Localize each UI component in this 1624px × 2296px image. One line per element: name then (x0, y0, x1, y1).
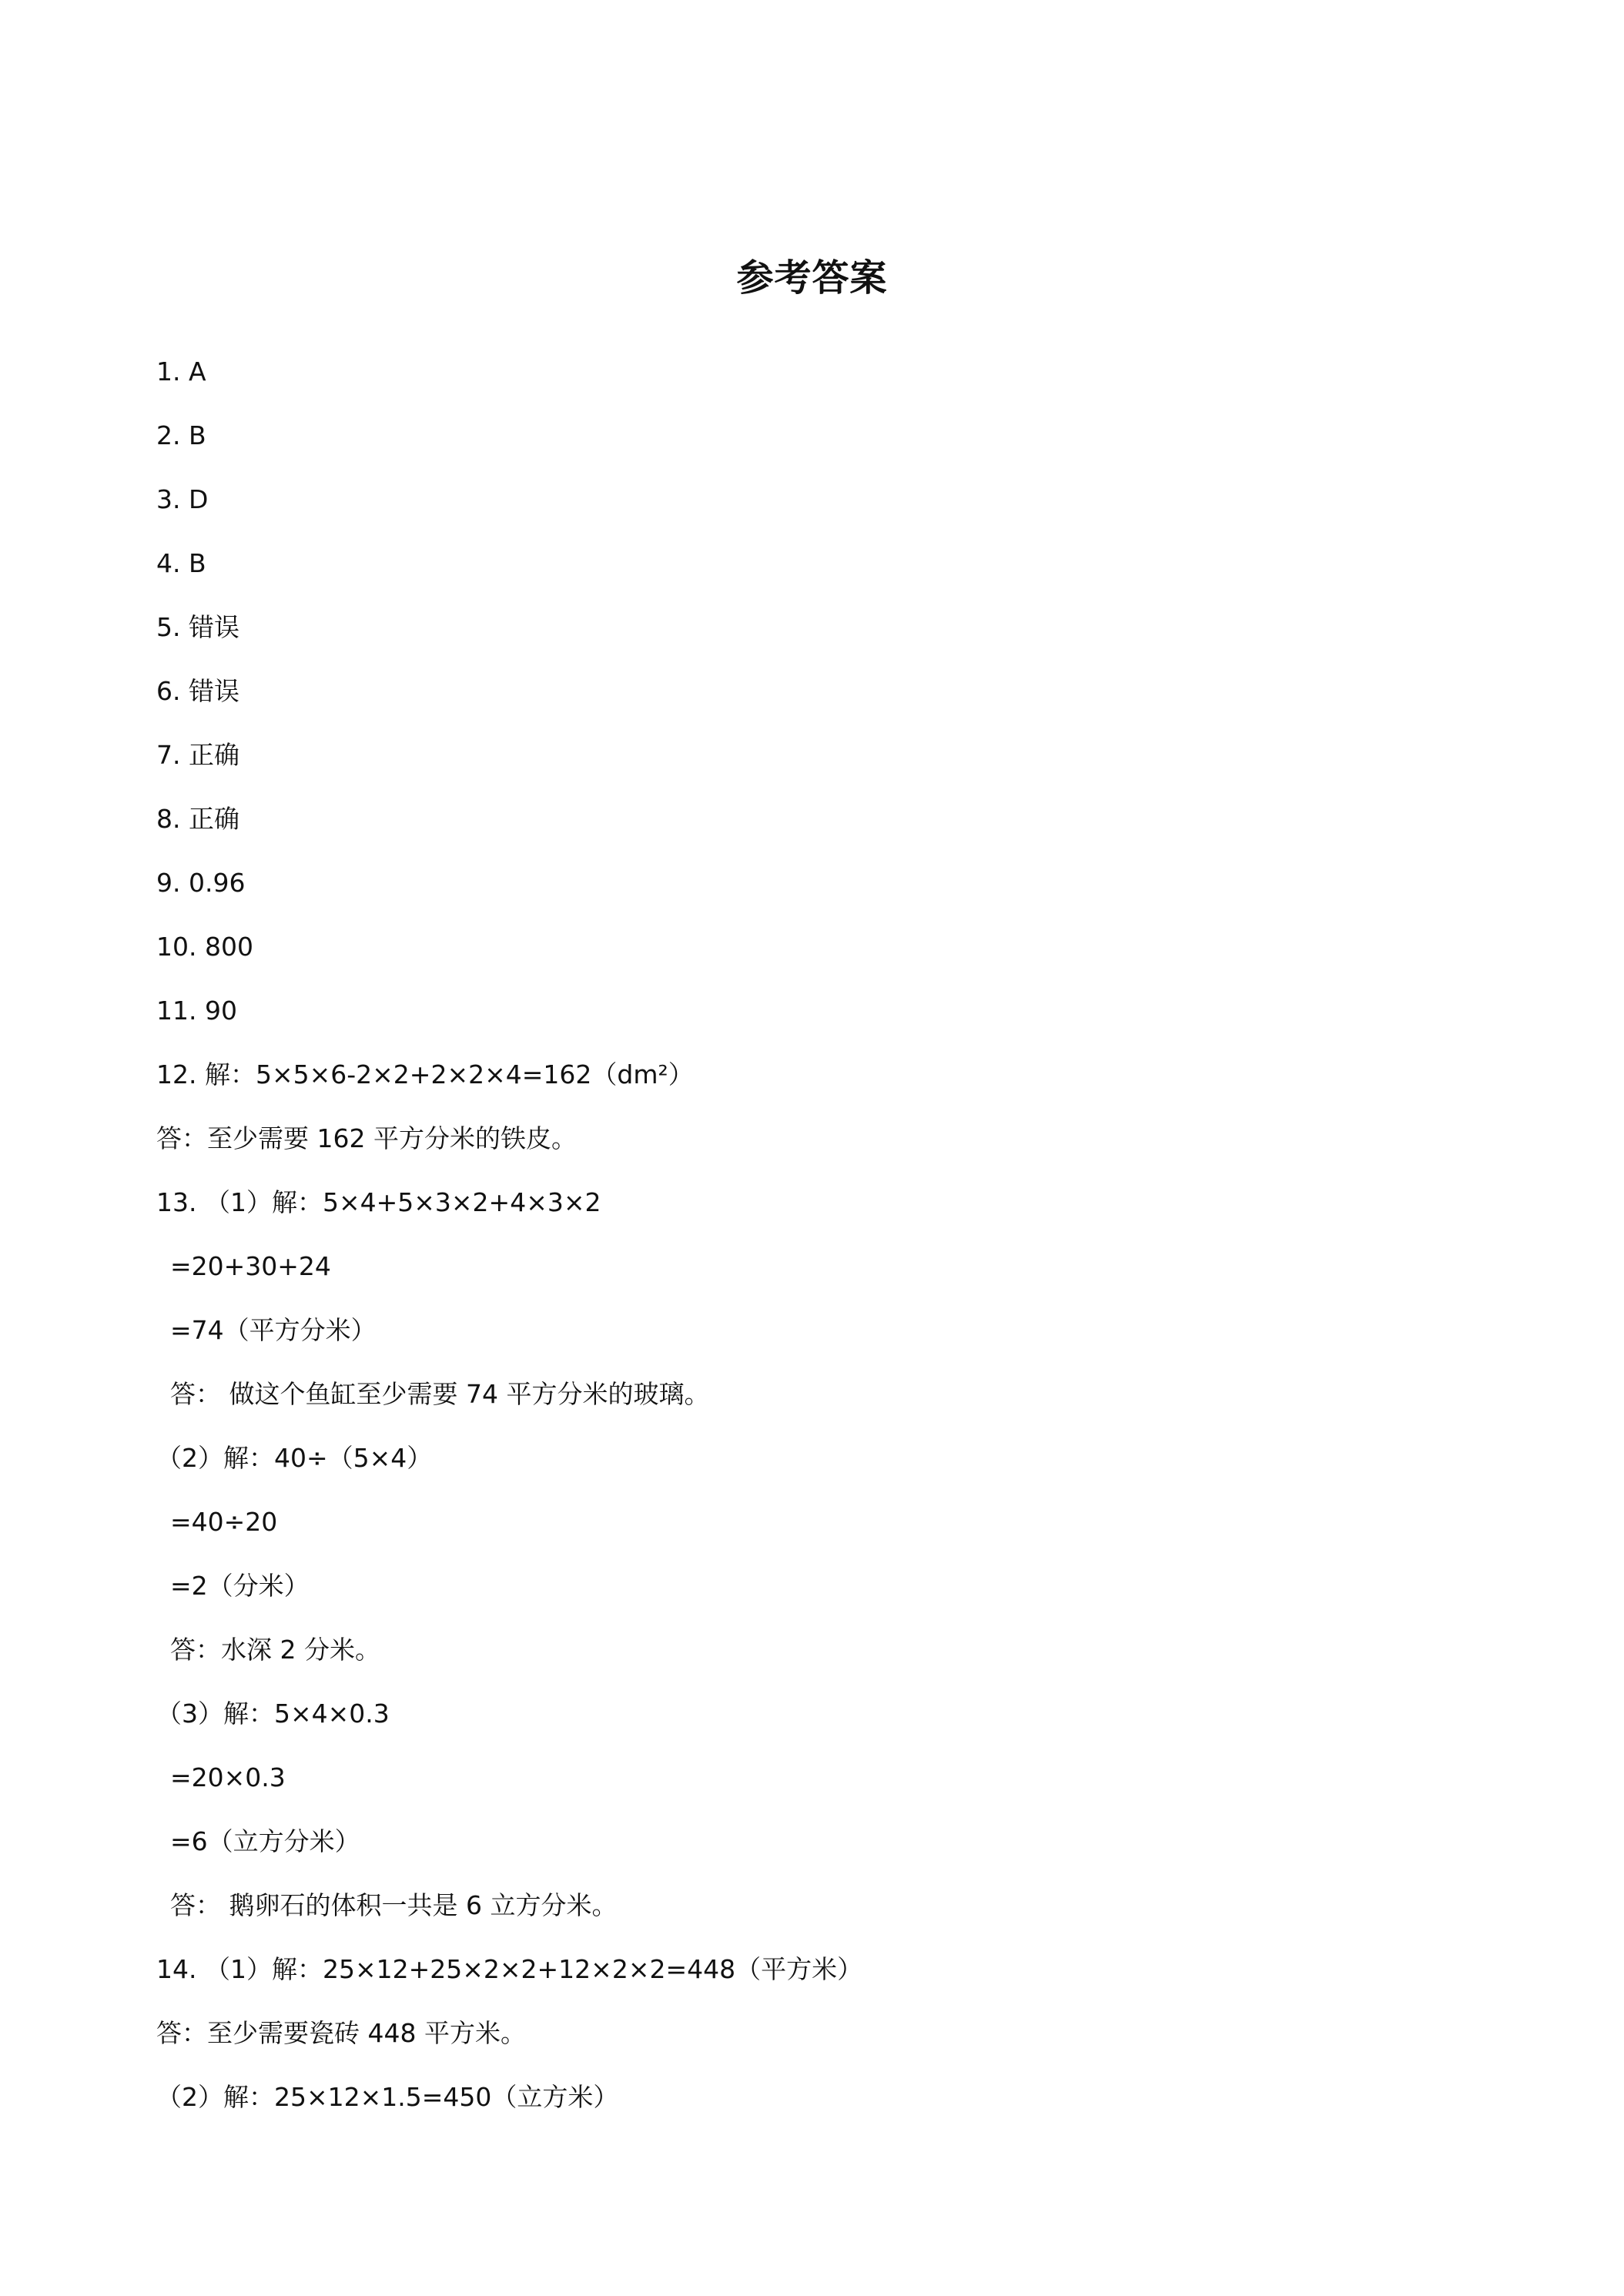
answer-line-5: 5. 错误 (156, 612, 239, 642)
answer-line-14-part1: 14. （1）解：25×12+25×2×2+12×2×2=448（平方米） (156, 1954, 863, 1984)
answer-line-13-reply3: 答： 鹅卵石的体积一共是 6 立方分米。 (170, 1890, 618, 1920)
answer-line-13-step6: =6（立方分米） (170, 1826, 360, 1856)
answer-line-13-step3: =40÷20 (170, 1507, 278, 1537)
answer-line-2: 2. B (156, 420, 206, 450)
answer-line-12: 12. 解：5×5×6-2×2+2×2×4=162（dm²） (156, 1059, 694, 1089)
answer-line-9: 9. 0.96 (156, 868, 246, 898)
answer-line-14-part2: （2）解：25×12×1.5=450（立方米） (156, 2082, 619, 2112)
answer-line-13-reply2: 答：水深 2 分米。 (170, 1635, 380, 1665)
answer-line-8: 8. 正确 (156, 804, 239, 834)
page-title: 参考答案 (736, 256, 888, 300)
answer-line-1: 1. A (156, 356, 206, 387)
answer-line-14-reply1: 答：至少需要瓷砖 448 平方米。 (156, 2018, 526, 2048)
answer-line-13-step1: =20+30+24 (170, 1251, 331, 1281)
answer-line-13-part2: （2）解：40÷（5×4） (156, 1443, 433, 1473)
answer-line-13-step2: =74（平方分米） (170, 1315, 377, 1345)
answer-line-13-step5: =20×0.3 (170, 1762, 286, 1792)
answer-line-3: 3. D (156, 484, 209, 514)
answer-line-13-part3: （3）解：5×4×0.3 (156, 1699, 390, 1729)
answer-list (156, 350, 1542, 2140)
answer-line-13-reply1: 答： 做这个鱼缸至少需要 74 平方分米的玻璃。 (170, 1379, 710, 1409)
answer-line-4: 4. B (156, 548, 206, 578)
answer-line-12-reply: 答：至少需要 162 平方分米的铁皮。 (156, 1123, 577, 1153)
answer-line-11: 11. 90 (156, 996, 237, 1026)
answer-line-13-step4: =2（分米） (170, 1571, 310, 1601)
answer-line-10: 10. 800 (156, 932, 253, 962)
answer-line-7: 7. 正确 (156, 740, 239, 770)
answer-line-13-part1: 13. （1）解：5×4+5×3×2+4×3×2 (156, 1187, 601, 1217)
answer-line-6: 6. 错误 (156, 676, 239, 706)
